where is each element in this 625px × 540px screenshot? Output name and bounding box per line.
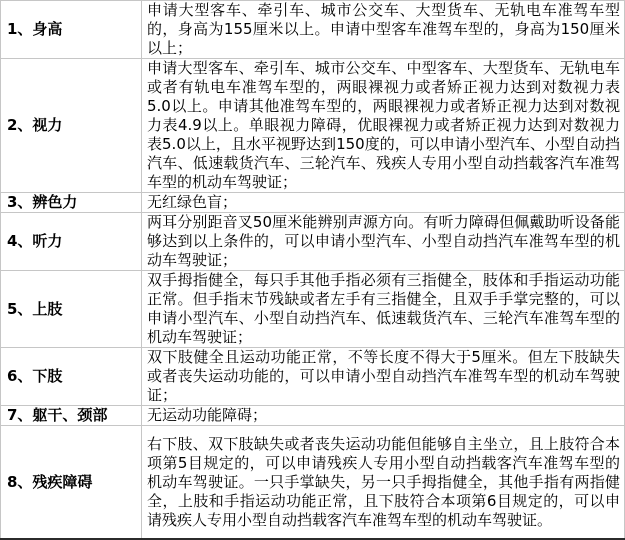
row-label: 7、躯干、颈部 — [1, 406, 142, 426]
row-label: 1、身高 — [1, 1, 142, 59]
table-body — [1, 1, 625, 540]
table-row — [1, 406, 625, 426]
row-content: 申请大型客车、牵引车、城市公交车、大型货车、无轨电车准驾车型的，身高为155厘米以上。申请中型客车准驾车型的，身高为150厘米以上； — [142, 1, 625, 59]
row-label: 2、视力 — [1, 59, 142, 193]
row-content: 双手拇指健全，每只手其他手指必须有三指健全，肢体和手指运动功能正常。但手指末节残缺或者左手有三指健全，且双手手掌完整的，可以申请小型汽车、小型自动挡汽车、低速载货汽车、三轮汽车准驾车型的机动车驾驶证； — [142, 271, 625, 348]
row-label: 3、辨色力 — [1, 193, 142, 213]
row-content: 双下肢健全且运动功能正常，不等长度不得大于5厘米。但左下肢缺失或者丧失运动功能的，可以申请小型自动挡汽车准驾车型的机动车驾驶证； — [142, 348, 625, 406]
table-row — [1, 1, 625, 59]
row-content: 申请大型客车、牵引车、城市公交车、中型客车、大型货车、无轨电车或者有轨电车准驾车型的，两眼裸视力或者矫正视力达到对数视力表5.0以上。申请其他准驾车型的，两眼裸视力或者矫正视力达到对数视力表4.9以上。单眼视力障碍，优眼裸视力或者矫正视力达到对数视力表5.0以上，且水平视野达到150度的，可以申请小型汽车、小型自动挡汽车、低速载货汽车、三轮汽车、残疾人专用小型自动挡载客汽车准驾车型的机动车驾驶证； — [142, 59, 625, 193]
row-label: 4、听力 — [1, 213, 142, 271]
table-row — [1, 213, 625, 271]
table-row — [1, 271, 625, 348]
row-content: 无运动功能障碍； — [142, 406, 625, 426]
table-row — [1, 59, 625, 193]
row-label: 5、上肢 — [1, 271, 142, 348]
row-content: 两耳分别距音叉50厘米能辨别声源方向。有听力障碍但佩戴助听设备能够达到以上条件的，可以申请小型汽车、小型自动挡汽车准驾车型的机动车驾驶证； — [142, 213, 625, 271]
row-content: 右下肢、双下肢缺失或者丧失运动功能但能够自主坐立，且上肢符合本项第5目规定的，可以申请残疾人专用小型自动挡载客汽车准驾车型的机动车驾驶证。一只手掌缺失，另一只手拇指健全，其他手指有两指健全，上肢和手指运动功能正常，且下肢符合本项第6目规定的，可以申请残疾人专用小型自动挡载客汽车准驾车型的机动车驾驶证。 — [142, 426, 625, 540]
table-row — [1, 193, 625, 213]
table-row — [1, 426, 625, 540]
row-label: 8、残疾障碍 — [1, 426, 142, 540]
table-row — [1, 348, 625, 406]
row-content: 无红绿色盲； — [142, 193, 625, 213]
row-label: 6、下肢 — [1, 348, 142, 406]
